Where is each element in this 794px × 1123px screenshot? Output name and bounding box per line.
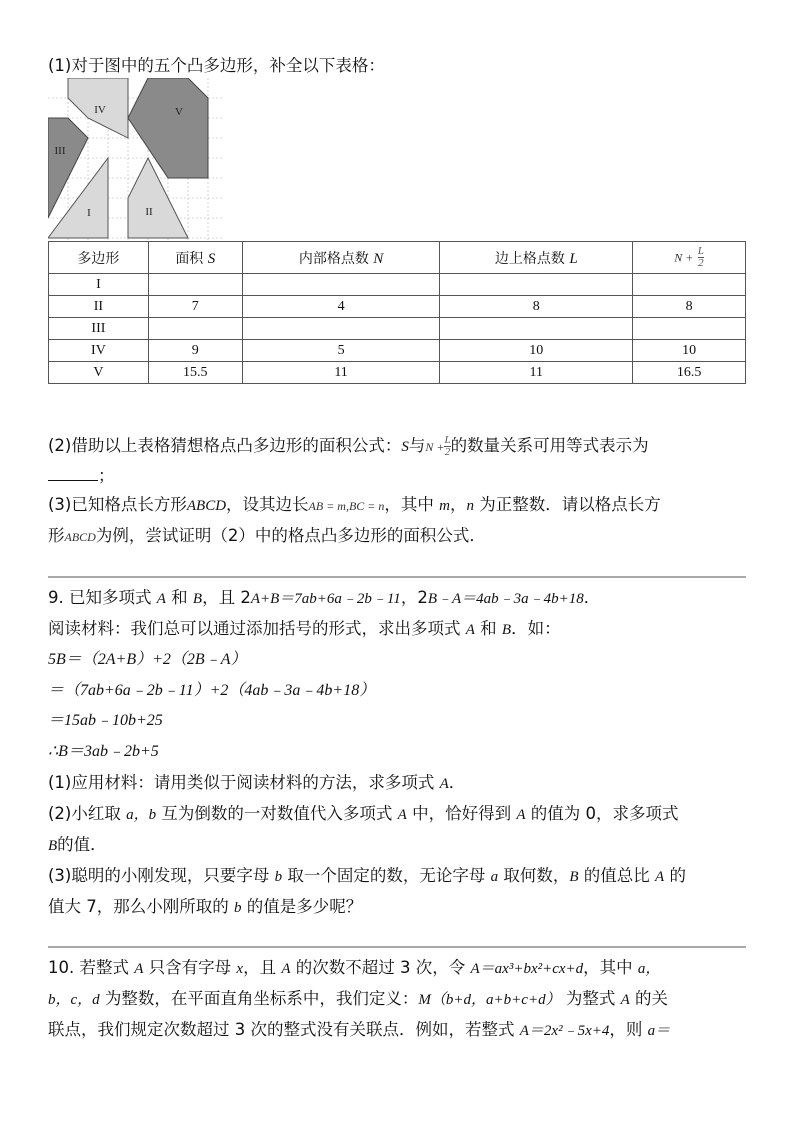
label-iv: IV <box>94 104 106 116</box>
answer-blank[interactable] <box>48 466 98 481</box>
q9-part1: (1)应用材料：请用类似于阅读材料的方法，求多项式 A． <box>48 773 466 792</box>
cell-edge: 8 <box>440 296 633 318</box>
divider <box>48 576 746 578</box>
polygon-grid-figure <box>48 78 224 242</box>
table-row <box>49 340 746 362</box>
q9-derivation-2: ＝（7ab+6a﹣2b﹣11）+2（4ab﹣3a﹣4b+18） <box>48 682 376 699</box>
header-inner-points: 内部格点数 N <box>242 242 440 274</box>
polygon-v <box>128 78 208 178</box>
table-row <box>49 318 746 340</box>
q9-derivation-4: ∴B＝3ab﹣2b+5 <box>48 743 159 760</box>
divider <box>48 946 746 948</box>
q8-part3-line1: (3)已知格点长方形ABCD，设其边长AB = m,BC = n，其中 m，n 为正整数．请以格点长方 <box>48 495 661 514</box>
cell-edge: 10 <box>440 340 633 362</box>
q9-derivation-1: 5B＝（2A+B）+2（2B﹣A） <box>48 651 247 668</box>
q10-line1: 10. 若整式 A 只含有字母 x，且 A 的次数不超过 3 次，令 A＝ax³+bx²+cx+d，其中 a， <box>48 958 661 977</box>
cell-formula: 16.5 <box>633 362 746 384</box>
header-area: 面积 S <box>148 242 242 274</box>
header-edge-points: 边上格点数 L <box>440 242 633 274</box>
q9-part2-line1: (2)小红取 a，b 互为倒数的一对数值代入多项式 A 中，恰好得到 A 的值为 0，求多项式 <box>48 804 679 823</box>
q8-part3-line2: 形ABCD为例，尝试证明（2）中的格点凸多边形的面积公式． <box>48 526 486 545</box>
cell-edge <box>440 318 633 340</box>
cell-edge <box>440 274 633 296</box>
table-row <box>49 296 746 318</box>
q8-part2: (2)借助以上表格猜想格点凸多边形的面积公式：S与$N +\frac{L}{2}$ 的数量关系可用等式表示为 <box>48 434 649 458</box>
cell-formula <box>633 318 746 340</box>
q9-derivation-3: ＝15ab﹣10b+25 <box>48 712 163 729</box>
cell-area: 7 <box>148 296 242 318</box>
header-formula: $N + \frac{L}{2}$ <box>633 242 746 274</box>
cell-inner: 11 <box>242 362 440 384</box>
q9-reading: 阅读材料：我们总可以通过添加括号的形式，求出多项式 A 和 B．如： <box>48 619 561 638</box>
table-row <box>49 362 746 384</box>
q8-part1: (1)对于图中的五个凸多边形，补全以下表格： <box>48 56 385 75</box>
label-i: I <box>87 207 91 219</box>
table-row <box>49 274 746 296</box>
header-polygon: 多边形 <box>49 242 149 274</box>
cell-area <box>148 318 242 340</box>
row-name: III <box>49 318 149 340</box>
q10-line2: b，c，d 为整数，在平面直角坐标系中，我们定义：M（b+d，a+b+c+d） 为整式 A 的关 <box>48 989 668 1008</box>
cell-area: 15.5 <box>148 362 242 384</box>
row-name: IV <box>49 340 149 362</box>
cell-formula: 10 <box>633 340 746 362</box>
cell-inner <box>242 318 440 340</box>
table-header-row <box>49 242 746 274</box>
row-name: II <box>49 296 149 318</box>
row-name: V <box>49 362 149 384</box>
cell-formula: 8 <box>633 296 746 318</box>
row-name: I <box>49 274 149 296</box>
q9-part3-line1: (3)聪明的小刚发现，只要字母 b 取一个固定的数，无论字母 a 取何数，B 的值总比 A 的 <box>48 866 686 885</box>
cell-inner <box>242 274 440 296</box>
q8-part2-answer: ； <box>48 466 115 485</box>
q9-part2-line2: B的值． <box>48 835 107 854</box>
q9-part3-line2: 值大 7，那么小刚所取的 b 的值是多少呢？ <box>48 897 363 916</box>
cell-area: 9 <box>148 340 242 362</box>
cell-inner: 4 <box>242 296 440 318</box>
label-iii: III <box>54 145 66 157</box>
cell-area <box>148 274 242 296</box>
label-ii: II <box>145 206 153 218</box>
cell-inner: 5 <box>242 340 440 362</box>
cell-formula <box>633 274 746 296</box>
label-v: V <box>175 106 183 118</box>
polygon-table <box>48 241 746 384</box>
cell-edge: 11 <box>440 362 633 384</box>
q10-line3: 联点，我们规定次数超过 3 次的整式没有关联点．例如，若整式 A＝2x²﹣5x+4，则 a＝ <box>48 1020 671 1039</box>
q9-stem: 9. 已知多项式 A 和 B，且 2A+B＝7ab+6a﹣2b﹣11，2B﹣A＝4ab﹣3a﹣4b+18． <box>48 588 601 607</box>
